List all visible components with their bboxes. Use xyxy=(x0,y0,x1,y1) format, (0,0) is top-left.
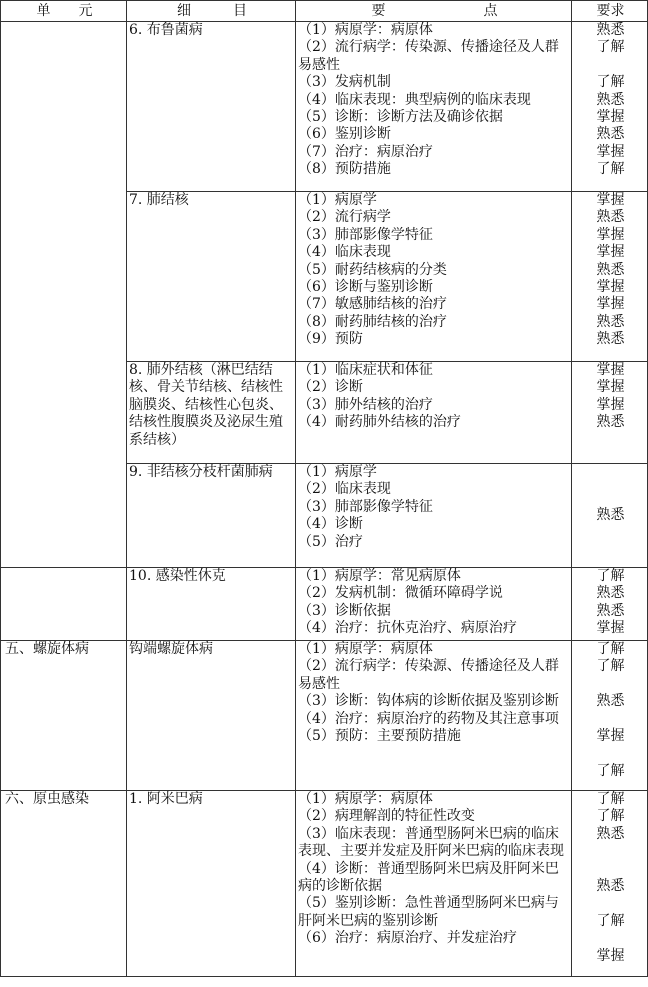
points-cell xyxy=(296,464,572,568)
point-item: （1）病原学 xyxy=(298,464,377,480)
level-item: 掌握 xyxy=(596,362,625,378)
point-item: （2）流行病学：传染源、传播途径及人群易感性 xyxy=(298,658,559,692)
level-cell xyxy=(572,464,648,568)
header-detail: 细 目 xyxy=(127,1,296,22)
detail-cell: 10. 感染性休克 xyxy=(127,568,296,641)
header-unit: 单 元 xyxy=(1,1,127,22)
level-item: 掌握 xyxy=(596,947,625,964)
point-item: （5）鉴别诊断：急性普通型肠阿米巴病与肝阿米巴病的鉴别诊断 xyxy=(298,895,559,929)
level-item: 掌握 xyxy=(596,143,625,160)
level-item: 熟悉 xyxy=(596,877,625,894)
point-item: （3）肺外结核的治疗 xyxy=(298,396,433,413)
level-cell xyxy=(572,791,648,977)
point-item: （1）临床症状和体征 xyxy=(298,362,433,378)
level-item: 掌握 xyxy=(596,396,625,413)
point-item: （4）治疗：抗休克治疗、病原治疗 xyxy=(298,620,517,637)
point-item: （1）病原学：病原体 xyxy=(298,791,433,807)
point-item: （7）敏感肺结核的治疗 xyxy=(298,296,447,313)
point-item: （5）耐药结核病的分类 xyxy=(298,261,447,278)
point-item: （2）病理解剖的特征性改变 xyxy=(298,808,475,825)
point-item: （2）流行病学：传染源、传播途径及人群易感性 xyxy=(298,39,559,73)
points-cell xyxy=(296,362,572,464)
level-item: 熟悉 xyxy=(596,91,625,108)
point-item: （8）预防措施 xyxy=(298,161,391,178)
points-cell xyxy=(296,791,572,977)
level-item: 掌握 xyxy=(596,727,625,744)
point-item: （2）诊断 xyxy=(298,379,363,396)
point-item: （3）肺部影像学特征 xyxy=(298,498,433,515)
level-item: 了解 xyxy=(596,568,625,584)
point-item: （5）治疗 xyxy=(298,533,363,550)
point-item: （6）鉴别诊断 xyxy=(298,126,391,143)
table-header-row xyxy=(1,1,648,22)
points-cell xyxy=(296,192,572,362)
table-row xyxy=(1,568,648,641)
point-item: （4）临床表现：典型病例的临床表现 xyxy=(298,91,531,108)
point-item: （1）病原学：病原体 xyxy=(298,641,433,657)
point-item: （3）诊断：钩体病的诊断依据及鉴别诊断 xyxy=(298,693,559,710)
unit-cell xyxy=(1,22,127,192)
point-item: （3）发病机制 xyxy=(298,74,391,91)
unit-cell xyxy=(1,362,127,464)
table-row xyxy=(1,464,648,568)
point-item: （3）临床表现：普通型肠阿米巴病的临床表现、主要并发症及肝阿米巴病的临床表现 xyxy=(298,825,564,860)
point-item: （5）预防：主要预防措施 xyxy=(298,728,461,745)
level-cell xyxy=(572,362,648,464)
table-row xyxy=(1,192,648,362)
level-item: 了解 xyxy=(596,808,625,825)
unit-cell: 五、螺旋体病 xyxy=(1,641,127,791)
point-item: （4）诊断：普通型肠阿米巴病及肝阿米巴病的诊断依据 xyxy=(298,860,559,895)
level-item: 了解 xyxy=(596,762,625,779)
level-cell xyxy=(572,192,648,362)
level-cell xyxy=(572,22,648,192)
detail-cell: 9. 非结核分枝杆菌肺病 xyxy=(127,464,296,568)
point-item: （8）耐药肺结核的治疗 xyxy=(298,313,447,330)
level-item: 了解 xyxy=(596,39,625,56)
point-item: （3）肺部影像学特征 xyxy=(298,226,433,243)
point-item: （4）临床表现 xyxy=(298,244,391,261)
level-item: 熟悉 xyxy=(596,22,625,38)
level-item: 熟悉 xyxy=(596,414,625,431)
unit-cell xyxy=(1,192,127,362)
level-item: 熟悉 xyxy=(596,331,625,348)
level-item: 了解 xyxy=(596,74,625,91)
level-item: 熟悉 xyxy=(596,126,625,143)
unit-cell xyxy=(1,464,127,568)
point-item: （3）诊断依据 xyxy=(298,602,391,619)
point-item: （9）预防 xyxy=(298,331,363,348)
detail-cell: 1. 阿米巴病 xyxy=(127,791,296,977)
point-item: （1）病原学 xyxy=(298,192,377,208)
level-item: 熟悉 xyxy=(596,825,625,842)
point-item: （2）流行病学 xyxy=(298,209,391,226)
points-cell xyxy=(296,641,572,791)
point-item: （1）病原学：常见病原体 xyxy=(298,568,461,584)
level-item: 了解 xyxy=(596,791,625,807)
detail-cell: 7. 肺结核 xyxy=(127,192,296,362)
level-item: 掌握 xyxy=(596,244,625,261)
point-item: （7）治疗：病原治疗 xyxy=(298,143,433,160)
point-item: （2）发病机制：微循环障碍学说 xyxy=(298,585,503,602)
unit-cell: 六、原虫感染 xyxy=(1,791,127,977)
point-item: （5）诊断：诊断方法及确诊依据 xyxy=(298,109,503,126)
level-item: 掌握 xyxy=(596,620,625,637)
point-item: （4）诊断 xyxy=(298,516,363,533)
table-row xyxy=(1,791,648,977)
header-points: 要 点 xyxy=(296,1,572,22)
level-item: 掌握 xyxy=(596,108,625,125)
point-item: （6）治疗：病原治疗、并发症治疗 xyxy=(298,930,517,947)
level-item: 掌握 xyxy=(596,296,625,313)
level-item: 熟悉 xyxy=(596,585,625,602)
level-item: 熟悉 xyxy=(596,506,625,523)
level-item: 熟悉 xyxy=(596,602,625,619)
level-item: 熟悉 xyxy=(596,313,625,330)
unit-cell xyxy=(1,568,127,641)
point-item: （2）临床表现 xyxy=(298,481,391,498)
level-item: 了解 xyxy=(596,912,625,929)
level-item: 了解 xyxy=(596,658,625,675)
level-item xyxy=(574,57,647,74)
detail-cell: 钩端螺旋体病 xyxy=(127,641,296,791)
level-item: 了解 xyxy=(596,161,625,178)
detail-cell: 8. 肺外结核（淋巴结结核、骨关节结核、结核性脑膜炎、结核性心包炎、结核性腹膜炎及泌尿生殖系结核） xyxy=(127,362,296,464)
point-item: （6）诊断与鉴别诊断 xyxy=(298,279,433,296)
points-cell xyxy=(296,22,572,192)
header-level: 要求 xyxy=(572,1,648,22)
table-row xyxy=(1,641,648,791)
table-row xyxy=(1,22,648,192)
level-cell xyxy=(572,568,648,641)
point-item: （4）治疗：病原治疗的药物及其注意事项 xyxy=(298,710,559,727)
point-item: （1）病原学：病原体 xyxy=(298,22,433,38)
table-row xyxy=(1,362,648,464)
level-item: 熟悉 xyxy=(596,693,625,710)
level-cell xyxy=(572,641,648,791)
level-item: 了解 xyxy=(596,641,625,657)
level-item: 掌握 xyxy=(596,278,625,295)
level-item: 熟悉 xyxy=(596,261,625,278)
points-cell xyxy=(296,568,572,641)
detail-cell: 6. 布鲁菌病 xyxy=(127,22,296,192)
point-item: （4）耐药肺外结核的治疗 xyxy=(298,414,461,431)
level-item: 掌握 xyxy=(596,192,625,208)
level-item: 掌握 xyxy=(596,226,625,243)
level-item: 掌握 xyxy=(596,379,625,396)
level-item: 熟悉 xyxy=(596,209,625,226)
